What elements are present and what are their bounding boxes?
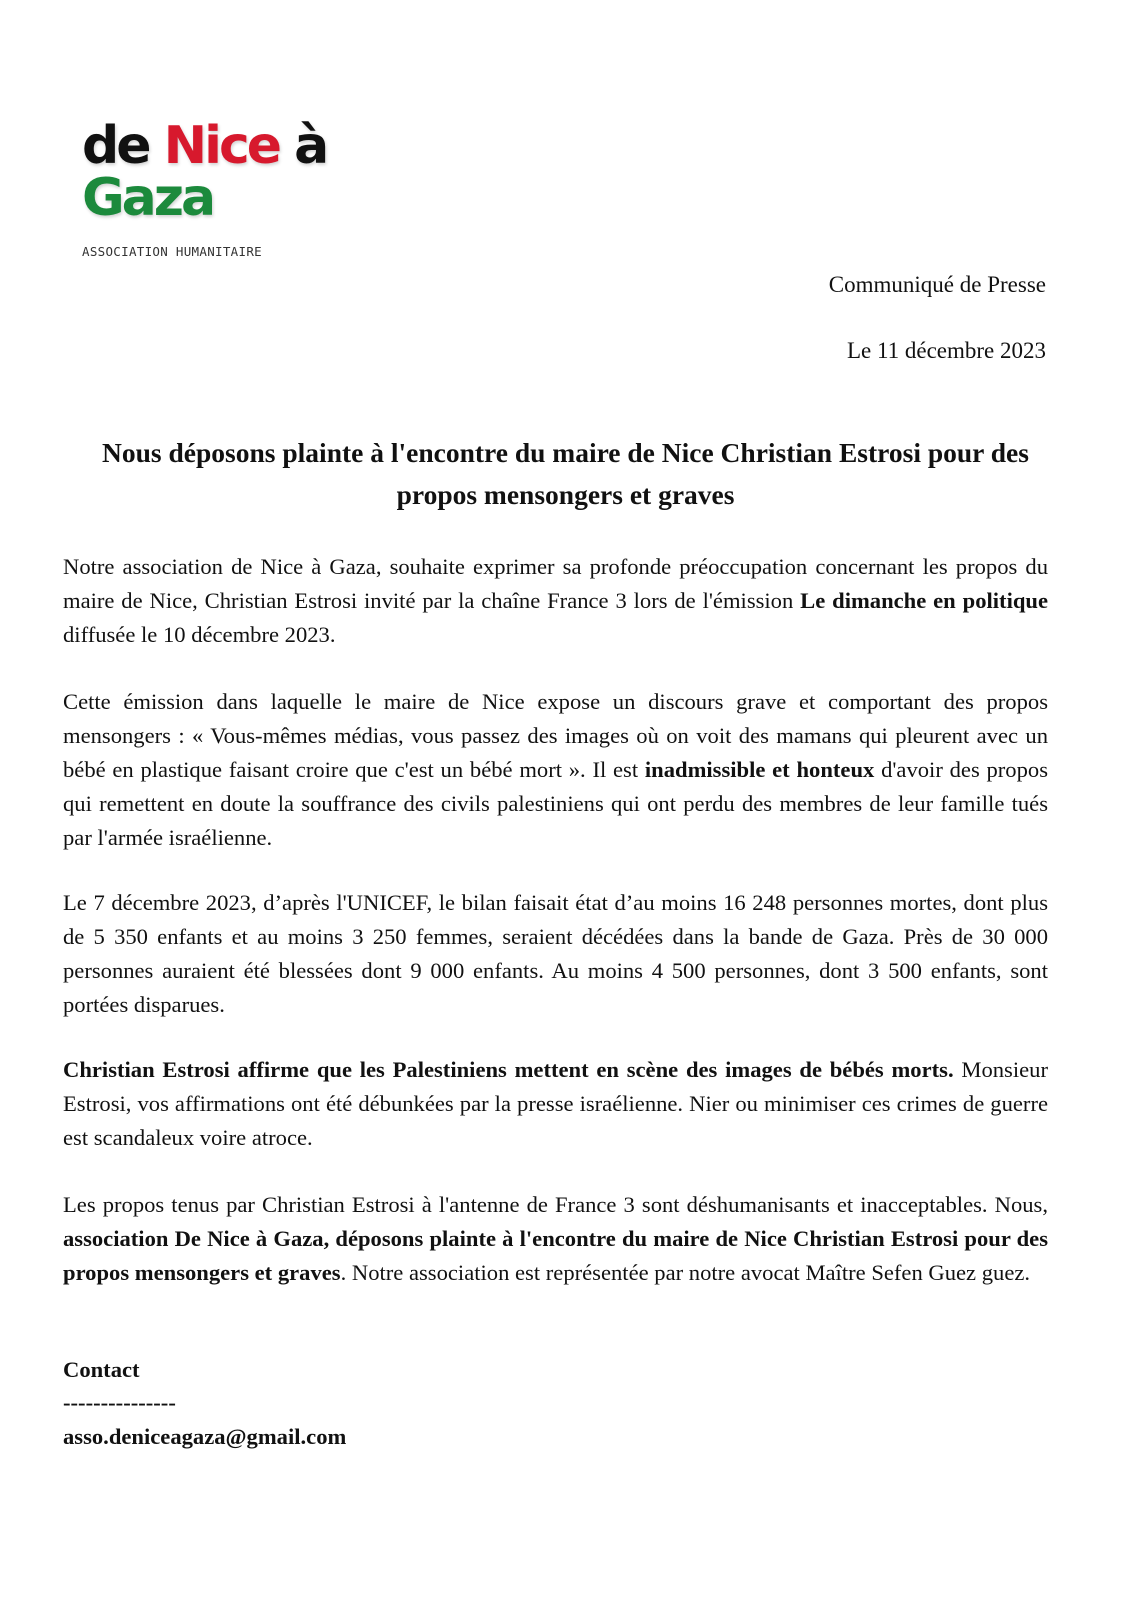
contact-heading: Contact [63,1357,140,1382]
paragraph-3 [63,886,1048,1022]
paragraph-bold-text: Le dimanche en politique [800,588,1048,613]
paragraph-5 [63,1188,1048,1290]
association-logo [82,116,342,266]
paragraph-bold-text: Christian Estrosi affirme que les Palestiniens mettent en scène des images de bébés morts. [63,1057,954,1082]
paragraph-text: Les propos tenus par Christian Estrosi à l'antenne de France 3 sont déshumanisants et inacceptables. Nous, [63,1192,1048,1217]
logo-line-2 [82,168,213,228]
contact-email[interactable]: asso.deniceagaza@gmail.com [63,1424,347,1449]
page-title: Nous déposons plainte à l'encontre du maire de Nice Christian Estrosi pour des propos mensongers et graves [102,437,1029,510]
document-date: Le 11 décembre 2023 [846,338,1046,363]
contact-separator: --------------- [63,1390,176,1415]
paragraph-1 [63,550,1048,652]
paragraph-bold-text: inadmissible et honteux [644,757,875,782]
paragraph-text: Notre association de Nice à Gaza, souhaite exprimer sa profonde préoccupation concernant les propos du maire de Nice, Christian Estrosi invité par la chaîne France 3 lors de l'émission [63,554,1048,613]
paragraph-text: diffusée le 10 décembre 2023. [63,622,336,647]
logo-word-de: de [82,116,149,176]
paragraph-text: Monsieur Estrosi, vos affirmations ont été débunkées par la presse israélienne. Nier ou minimiser ces crimes de guerre est scandaleux voire atroce. [63,1057,1048,1150]
logo-line-1 [82,116,326,176]
paragraph-2 [63,685,1048,855]
paragraph-text: Cette émission dans laquelle le maire de Nice expose un discours grave et comportant des propos mensongers : « Vous-mêmes médias, vous passez des images où on voit des mamans qui pleurent avec un bébé en plastique faisant croire que c'est un bébé mort ». Il est [63,689,1048,782]
logo-subtitle: ASSOCIATION HUMANITAIRE [82,244,262,259]
logo-word-gaza: Gaza [82,168,214,228]
paragraph-text: Le 7 décembre 2023, d’après l'UNICEF, le bilan faisait état d’au moins 16 248 personnes mortes, dont plus de 5 350 enfants et au moins 3 250 femmes, seraient décédées dans la bande de Gaza. Près de 30 000 personnes auraient été blessées dont 9 000 enfants. Au moins 4 500 personnes, dont 3 500 enfants, sont portées disparues. [63,890,1048,1017]
paragraph-text: . Notre association est représentée par notre avocat Maître Sefen Guez guez. [340,1260,1031,1285]
paragraph-text: d'avoir des propos qui remettent en doute la souffrance des civils palestiniens qui ont perdu des membres de leur famille tués par l'armée israélienne. [63,757,1048,850]
paragraph-bold-text: association De Nice à Gaza, déposons plainte à l'encontre du maire de Nice Christian Estrosi pour des propos mensongers et graves [63,1226,1048,1285]
logo-word-nice: Nice [163,116,280,176]
paragraph-4 [63,1053,1048,1155]
document-type: Communiqué de Presse [828,272,1046,297]
logo-word-a: à [294,116,327,176]
